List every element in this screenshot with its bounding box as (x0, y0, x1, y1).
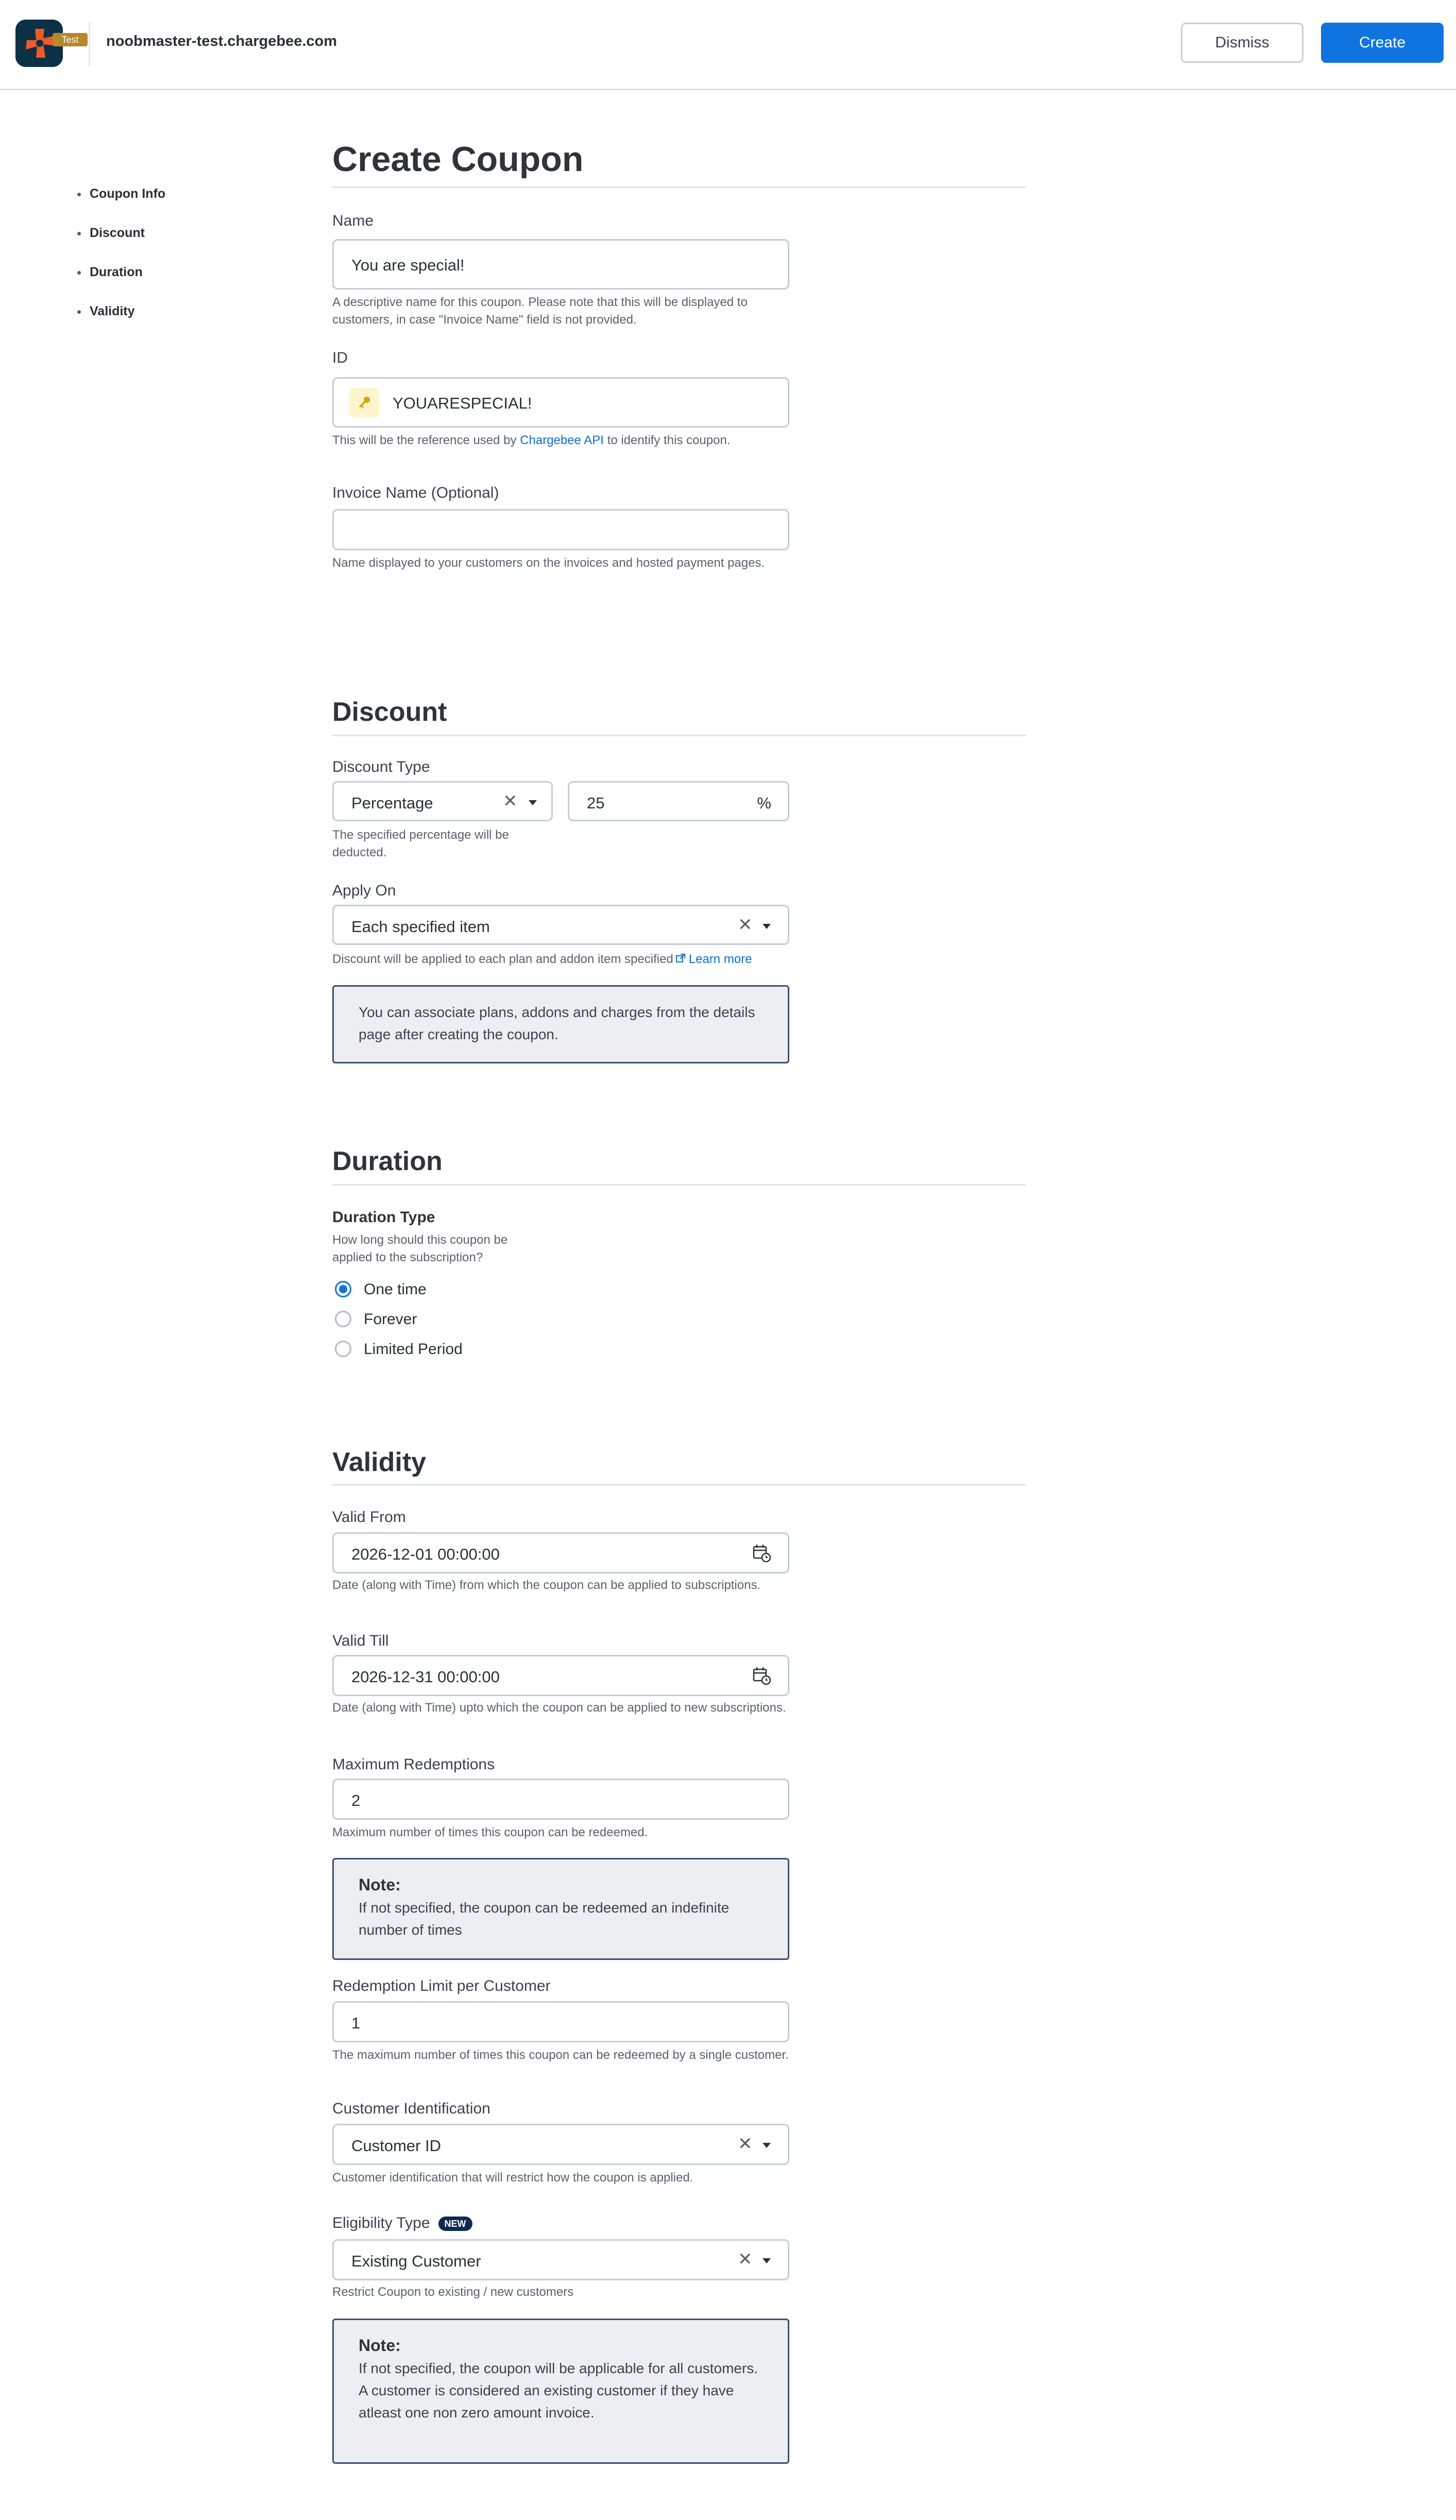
max-redemptions-label: Maximum Redemptions (332, 1756, 495, 1773)
valid-from-label: Valid From (332, 1509, 406, 1526)
name-help: A descriptive name for this coupon. Please note that this will be displayed to customers, in case "Invoice Name" field is not provided. (332, 295, 748, 327)
name-input[interactable] (332, 239, 789, 290)
eligibility-note (332, 2319, 789, 2464)
eligibility-type-help: Restrict Coupon to existing / new customers (332, 2285, 574, 2299)
sidebar-item-validity[interactable]: Validity (77, 304, 135, 319)
discount-type-label: Discount Type (332, 758, 430, 775)
id-value: YOUARESPECIAL! (393, 394, 532, 412)
note-title: Note: (359, 1875, 401, 1894)
customer-identification-select[interactable] (332, 2124, 789, 2165)
new-badge: NEW (438, 2217, 472, 2231)
external-link-icon (675, 951, 686, 969)
duration-section-title: Duration (332, 1146, 443, 1176)
percent-unit: % (757, 794, 771, 812)
valid-till-label: Valid Till (332, 1632, 389, 1649)
duration-type-label: Duration Type (332, 1209, 435, 1226)
radio-icon[interactable] (335, 1281, 351, 1297)
note-text: If not specified, the coupon can be redeemed an indefinite number of times (359, 1900, 730, 1938)
clear-x-icon[interactable]: ✕ (503, 791, 518, 811)
test-mode-badge: Test (53, 33, 88, 46)
name-value: You are special! (351, 256, 465, 274)
customer-identification-label: Customer Identification (332, 2100, 490, 2117)
id-input[interactable] (332, 377, 789, 428)
max-redemptions-help: Maximum number of times this coupon can be redeemed. (332, 1825, 648, 1839)
section-divider (332, 1484, 1026, 1485)
create-button[interactable]: Create (1321, 23, 1444, 63)
redemptions-note (332, 1858, 789, 1960)
sidebar-item-coupon-info[interactable]: Coupon Info (77, 187, 165, 201)
caret-down-icon[interactable] (529, 800, 537, 805)
section-divider (332, 187, 1026, 188)
valid-till-value: 2026-12-31 00:00:00 (351, 1668, 500, 1686)
eligibility-type-label: Eligibility Type NEW (332, 2214, 472, 2232)
calendar-clock-icon[interactable] (752, 1543, 772, 1568)
sidebar-item-discount[interactable]: Discount (77, 226, 145, 241)
discount-type-select[interactable] (332, 781, 553, 821)
invoice-name-input[interactable] (332, 509, 789, 550)
chargebee-logo-icon[interactable] (15, 20, 79, 67)
caret-down-icon[interactable] (763, 924, 771, 929)
id-label: ID (332, 349, 348, 366)
sidebar-item-duration[interactable]: Duration (77, 265, 143, 280)
valid-from-value: 2026-12-01 00:00:00 (351, 1545, 500, 1563)
apply-on-select[interactable] (332, 905, 789, 945)
clear-x-icon[interactable]: ✕ (738, 915, 753, 935)
site-domain: noobmaster-test.chargebee.com (106, 33, 337, 49)
invoice-name-label: Invoice Name (Optional) (332, 484, 499, 501)
caret-down-icon[interactable] (763, 2143, 771, 2148)
calendar-clock-icon[interactable] (752, 1666, 772, 1690)
redemption-limit-value: 1 (351, 2014, 361, 2032)
duration-type-help: How long should this coupon be applied to the subscription? (332, 1233, 508, 1264)
caret-down-icon[interactable] (763, 2258, 771, 2263)
note-line-1: If not specified, the coupon will be applicable for all customers. (359, 2360, 758, 2376)
invoice-name-help: Name displayed to your customers on the invoices and hosted payment pages. (332, 556, 765, 570)
valid-from-input[interactable] (332, 1532, 789, 1574)
discount-amount-value: 25 (587, 794, 605, 812)
dismiss-button[interactable]: Dismiss (1181, 23, 1303, 63)
redemption-limit-input[interactable] (332, 2001, 789, 2042)
section-divider (332, 735, 1026, 736)
top-header (0, 0, 1456, 90)
learn-more-link[interactable]: Learn more (688, 952, 752, 966)
discount-section-title: Discount (332, 697, 447, 727)
redemption-limit-label: Redemption Limit per Customer (332, 1977, 551, 1994)
header-divider (89, 23, 90, 66)
chargebee-api-link[interactable]: Chargebee API (520, 433, 604, 447)
eligibility-type-select[interactable] (332, 2239, 789, 2280)
page-title: Create Coupon (332, 140, 584, 179)
redemption-limit-help: The maximum number of times this coupon can be redeemed by a single customer. (332, 2048, 789, 2062)
valid-till-help: Date (along with Time) upto which the coupon can be applied to new subscriptions. (332, 1701, 786, 1715)
clear-x-icon[interactable]: ✕ (738, 2250, 753, 2269)
note-line-2: A customer is considered an existing customer if they have atleast one non zero amount invoice. (359, 2382, 734, 2421)
id-help: This will be the reference used by Chargebee API to identify this coupon. (332, 433, 731, 447)
validity-section-title: Validity (332, 1447, 427, 1477)
discount-type-help: The specified percentage will be deducted. (332, 828, 509, 859)
customer-identification-help: Customer identification that will restrict how the coupon is applied. (332, 2171, 693, 2185)
discount-type-value: Percentage (351, 794, 433, 812)
section-divider (332, 1184, 1026, 1186)
eligibility-type-value: Existing Customer (351, 2252, 481, 2270)
clear-x-icon[interactable]: ✕ (738, 2134, 753, 2154)
radio-icon[interactable] (335, 1311, 351, 1327)
max-redemptions-value: 2 (351, 1791, 361, 1809)
customer-identification-value: Customer ID (351, 2137, 441, 2155)
note-title: Note: (359, 2336, 401, 2355)
radio-icon[interactable] (335, 1341, 351, 1357)
key-icon (349, 388, 379, 418)
apply-on-help: Discount will be applied to each plan and addon item specified Learn more (332, 951, 796, 969)
valid-from-help: Date (along with Time) from which the coupon can be applied to subscriptions. (332, 1578, 761, 1592)
valid-till-input[interactable] (332, 1655, 789, 1696)
discount-amount-input[interactable] (568, 781, 789, 821)
max-redemptions-input[interactable] (332, 1779, 789, 1820)
apply-on-value: Each specified item (351, 918, 490, 936)
apply-on-label: Apply On (332, 882, 396, 899)
associate-items-note: You can associate plans, addons and charges from the details page after creating the coupon. (332, 985, 789, 1063)
name-label: Name (332, 212, 374, 229)
